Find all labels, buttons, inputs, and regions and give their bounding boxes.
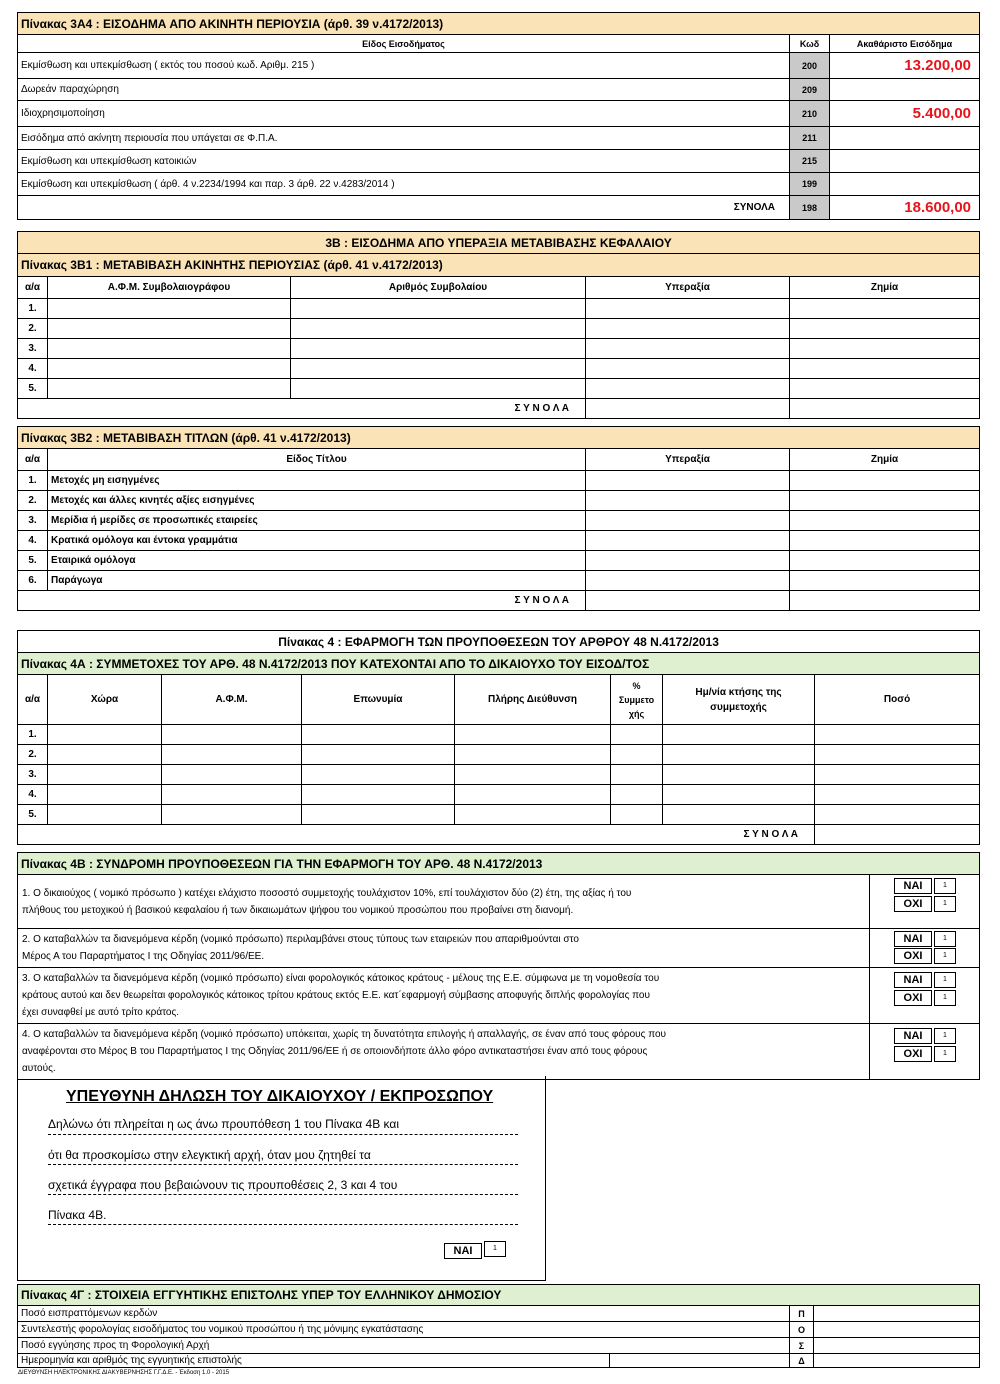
totals-value[interactable]: 18.600,00 bbox=[830, 196, 980, 220]
condition-row bbox=[18, 968, 980, 1024]
yes-option[interactable]: ΝΑΙ bbox=[894, 1028, 932, 1044]
security-label: Μετοχές και άλλες κινητές αξίες εισηγμένες bbox=[48, 491, 586, 511]
table-row bbox=[18, 531, 980, 551]
table-3b-title: 3Β : ΕΙΣΟΔΗΜΑ ΑΠΟ ΥΠΕΡΑΞΙΑ ΜΕΤΑΒΙΒΑΣΗΣ ΚΕΦΑΛΑΙΟΥ bbox=[18, 232, 980, 254]
no-checkbox[interactable]: 1 bbox=[934, 948, 956, 964]
notary-afm-cell[interactable] bbox=[48, 319, 291, 339]
condition-row bbox=[18, 1024, 980, 1080]
declaration-line: Δηλώνω ότι πληρείται η ως άνω προυπόθεση 1 του Πίνακα 4Β και bbox=[48, 1106, 518, 1135]
pct-cell[interactable] bbox=[611, 785, 663, 805]
condition-text: 2. Ο καταβαλλών τα διανεμόμενα κέρδη (νομικό πρόσωπο) περιλαμβάνει στους τύπους των εταιρειών που απαριθμούνται στο Μέρος Α του Παραρτήματος Ι της Οδηγίας 2011/96/ΕΕ. bbox=[18, 929, 870, 968]
loss-cell[interactable] bbox=[790, 471, 980, 491]
country-cell[interactable] bbox=[48, 765, 162, 785]
condition-row bbox=[18, 875, 980, 929]
country-cell[interactable] bbox=[48, 745, 162, 765]
totals-code: 198 bbox=[790, 196, 830, 220]
no-option[interactable]: ΟΧΙ bbox=[894, 1046, 932, 1062]
table-row bbox=[18, 765, 980, 785]
table-row bbox=[18, 53, 980, 79]
totals-label: Σ Υ Ν Ο Λ Α bbox=[18, 825, 815, 845]
notary-afm-cell[interactable] bbox=[48, 379, 291, 399]
amount-cell[interactable] bbox=[815, 725, 980, 745]
guarantee-value[interactable] bbox=[814, 1338, 980, 1354]
no-checkbox[interactable]: 1 bbox=[934, 1046, 956, 1062]
amount-cell[interactable] bbox=[815, 745, 980, 765]
col-gain: Υπεραξία bbox=[586, 277, 790, 299]
gain-cell[interactable] bbox=[586, 379, 790, 399]
row-number: 5. bbox=[18, 805, 48, 825]
condition-text: 3. Ο καταβαλλών τα διανεμόμενα κέρδη (νομικό πρόσωπο) είναι φορολογικός κάτοικος κράτους - μέλους της Ε.Ε. σύμφωνα με τη νομοθεσία του κράτους αυτού και δεν θεωρείται φορολογικός κάτοικος τρίτου κράτους εκτός Ε.Ε. κατ΄εφαρμογή σύμβασης αποφυγής διπλής φορολογίας που έχει συναφθεί με αυτό τρίτο κράτος. bbox=[18, 968, 870, 1024]
income-code: 210 bbox=[790, 101, 830, 127]
security-label: Παράγωγα bbox=[48, 571, 586, 591]
col-contract-number: Αριθμός Συμβολαίου bbox=[291, 277, 586, 299]
income-value[interactable]: 13.200,00 bbox=[830, 53, 980, 79]
row-number: 2. bbox=[18, 491, 48, 511]
declaration-title: ΥΠΕΥΘΥΝΗ ΔΗΛΩΣΗ ΤΟΥ ΔΙΚΑΙΟΥΧΟΥ / ΕΚΠΡΟΣΩΠΟΥ bbox=[66, 1088, 494, 1105]
row-number: 4. bbox=[18, 531, 48, 551]
table-row bbox=[18, 725, 980, 745]
row-number: 5. bbox=[18, 551, 48, 571]
table-4b bbox=[17, 852, 980, 1080]
table-row bbox=[18, 1338, 980, 1354]
yes-option[interactable]: ΝΑΙ bbox=[894, 931, 932, 947]
condition-answer bbox=[870, 929, 980, 968]
no-option[interactable]: ΟΧΙ bbox=[894, 948, 932, 964]
col-acquisition-date: Ημ/νία κτήσης της συμμετοχής bbox=[663, 675, 815, 725]
afm-cell[interactable] bbox=[162, 805, 302, 825]
table-4c-title: Πίνακας 4Γ : ΣΤΟΙΧΕΙΑ ΕΓΓΥΗΤΙΚΗΣ ΕΠΙΣΤΟΛΗΣ ΥΠΕΡ ΤΟΥ ΕΛΛΗΝΙΚΟΥ ΔΗΜΟΣΙΟΥ bbox=[18, 1285, 980, 1306]
row-number: 3. bbox=[18, 765, 48, 785]
country-cell[interactable] bbox=[48, 725, 162, 745]
col-aa: α/α bbox=[18, 277, 48, 299]
security-label: Κρατικά ομόλογα και έντοκα γραμμάτια bbox=[48, 531, 586, 551]
row-number: 3. bbox=[18, 339, 48, 359]
table-row bbox=[18, 127, 980, 150]
afm-cell[interactable] bbox=[162, 725, 302, 745]
col-loss: Ζημία bbox=[790, 277, 980, 299]
pct-cell[interactable] bbox=[611, 765, 663, 785]
condition-text: 1. Ο δικαιούχος ( νομικό πρόσωπο ) κατέχει ελάχιστο ποσοστό συμμετοχής τουλάχιστον 10%, επί τουλάχιστον δύο (2) έτη, της αξίας ή του πλήθους του μετοχικού ή βασικού κεφαλαίου ή των δικαιωμάτων ψήφου του νομικού προσώπου που προβαίνει στη διανομή. bbox=[18, 875, 870, 929]
table-3a4-title: Πίνακας 3Α4 : ΕΙΣΟΔΗΜΑ ΑΠΟ ΑΚΙΝΗΤΗ ΠΕΡΙΟΥΣΙΑ (άρθ. 39 ν.4172/2013) bbox=[18, 13, 980, 35]
row-number: 4. bbox=[18, 785, 48, 805]
no-option[interactable]: ΟΧΙ bbox=[894, 990, 932, 1006]
income-value[interactable] bbox=[830, 150, 980, 173]
table-4a bbox=[17, 630, 980, 845]
total-amount-cell[interactable] bbox=[815, 825, 980, 845]
table-row bbox=[18, 491, 980, 511]
total-gain-cell[interactable] bbox=[586, 591, 790, 611]
table-row bbox=[18, 471, 980, 491]
row-number: 1. bbox=[18, 299, 48, 319]
table-row bbox=[18, 379, 980, 399]
amount-cell[interactable] bbox=[815, 765, 980, 785]
yes-option[interactable]: ΝΑΙ bbox=[894, 878, 932, 894]
total-gain-cell[interactable] bbox=[586, 399, 790, 419]
pct-cell[interactable] bbox=[611, 805, 663, 825]
guarantee-code: Ο bbox=[790, 1322, 814, 1338]
loss-cell[interactable] bbox=[790, 319, 980, 339]
table-3a4 bbox=[17, 12, 980, 220]
guarantee-value[interactable] bbox=[814, 1322, 980, 1338]
declaration-line: σχετικά έγγραφα που βεβαιώνουν τις προυποθέσεις 2, 3 και 4 του bbox=[48, 1165, 518, 1195]
gain-cell[interactable] bbox=[586, 511, 790, 531]
date-cell[interactable] bbox=[663, 725, 815, 745]
col-loss: Ζημία bbox=[790, 449, 980, 471]
declaration-line: ότι θα προσκομίσω στην ελεγκτική αρχή, όταν μου ζητηθεί τα bbox=[48, 1135, 518, 1165]
guarantee-label: Ημερομηνία και αριθμός της εγγυητικής επιστολής bbox=[18, 1354, 610, 1368]
loss-cell[interactable] bbox=[790, 571, 980, 591]
condition-answer bbox=[870, 875, 980, 929]
contract-cell[interactable] bbox=[291, 339, 586, 359]
yes-checkbox[interactable]: 1 bbox=[934, 931, 956, 947]
name-cell[interactable] bbox=[302, 805, 455, 825]
guarantee-date-cell[interactable] bbox=[610, 1354, 790, 1368]
income-code: 200 bbox=[790, 53, 830, 79]
gain-cell[interactable] bbox=[586, 471, 790, 491]
income-value[interactable] bbox=[830, 79, 980, 101]
name-cell[interactable] bbox=[302, 765, 455, 785]
declaration-box bbox=[17, 1076, 546, 1281]
loss-cell[interactable] bbox=[790, 339, 980, 359]
country-cell[interactable] bbox=[48, 805, 162, 825]
loss-cell[interactable] bbox=[790, 359, 980, 379]
income-code: 209 bbox=[790, 79, 830, 101]
name-cell[interactable] bbox=[302, 745, 455, 765]
income-code: 211 bbox=[790, 127, 830, 150]
income-label: Εισόδημα από ακίνητη περιουσία που υπάγεται σε Φ.Π.Α. bbox=[18, 127, 790, 150]
notary-afm-cell[interactable] bbox=[48, 359, 291, 379]
col-country: Χώρα bbox=[48, 675, 162, 725]
address-cell[interactable] bbox=[455, 805, 611, 825]
notary-afm-cell[interactable] bbox=[48, 339, 291, 359]
col-gross-income: Ακαθάριστο Εισόδημα bbox=[830, 35, 980, 53]
yes-checkbox[interactable]: 1 bbox=[934, 1028, 956, 1044]
col-income-type: Είδος Εισοδήματος bbox=[18, 35, 790, 53]
loss-cell[interactable] bbox=[790, 531, 980, 551]
table-row bbox=[18, 745, 980, 765]
pct-cell[interactable] bbox=[611, 725, 663, 745]
loss-cell[interactable] bbox=[790, 379, 980, 399]
condition-text: 4. Ο καταβαλλών τα διανεμόμενα κέρδη (νομικό πρόσωπο) υπόκειται, χωρίς τη δυνατότητα επιλογής ή απαλλαγής, σε έναν από τους φόρους που αναφέρονται στο Μέρος Β του Παραρτήματος Ι της Οδηγίας 2011/96/ΕΕ ή σε οποιονδήποτε άλλο φόρο αντικαταστήσει έναν από τους φόρους αυτούς. bbox=[18, 1024, 870, 1080]
row-number: 1. bbox=[18, 725, 48, 745]
table-row bbox=[18, 150, 980, 173]
afm-cell[interactable] bbox=[162, 745, 302, 765]
row-number: 5. bbox=[18, 379, 48, 399]
col-amount: Ποσό bbox=[815, 675, 980, 725]
table-row bbox=[18, 79, 980, 101]
income-label: Εκμίσθωση και υπεκμίσθωση ( εκτός του ποσού κωδ. Αριθμ. 215 ) bbox=[18, 53, 790, 79]
totals-label: Σ Υ Ν Ο Λ Α bbox=[18, 399, 586, 419]
date-cell[interactable] bbox=[663, 765, 815, 785]
table-row bbox=[18, 1354, 980, 1368]
contract-cell[interactable] bbox=[291, 319, 586, 339]
col-aa: α/α bbox=[18, 449, 48, 471]
yes-checkbox[interactable]: 1 bbox=[934, 878, 956, 894]
afm-cell[interactable] bbox=[162, 765, 302, 785]
notary-afm-cell[interactable] bbox=[48, 299, 291, 319]
date-cell[interactable] bbox=[663, 785, 815, 805]
table-4b-title: Πίνακας 4Β : ΣΥΝΔΡΟΜΗ ΠΡΟΥΠΟΘΕΣΕΩΝ ΓΙΑ ΤΗΝ ΕΦΑΡΜΟΓΗ ΤΟΥ ΑΡΘ. 48 Ν.4172/2013 bbox=[18, 853, 980, 875]
amount-cell[interactable] bbox=[815, 805, 980, 825]
table-row bbox=[18, 101, 980, 127]
col-security-type: Είδος Τίτλου bbox=[48, 449, 586, 471]
security-label: Εταιρικά ομόλογα bbox=[48, 551, 586, 571]
address-cell[interactable] bbox=[455, 745, 611, 765]
income-code: 199 bbox=[790, 173, 830, 196]
col-participation-pct: % Συμμετο χής bbox=[611, 675, 663, 725]
table-row bbox=[18, 359, 980, 379]
country-cell[interactable] bbox=[48, 785, 162, 805]
gain-cell[interactable] bbox=[586, 319, 790, 339]
gain-cell[interactable] bbox=[586, 359, 790, 379]
address-cell[interactable] bbox=[455, 725, 611, 745]
security-label: Μετοχές μη εισηγμένες bbox=[48, 471, 586, 491]
pct-cell[interactable] bbox=[611, 745, 663, 765]
yes-checkbox[interactable]: 1 bbox=[934, 972, 956, 988]
contract-cell[interactable] bbox=[291, 379, 586, 399]
guarantee-label: Ποσό εγγύησης προς τη Φορολογική Αρχή bbox=[18, 1338, 790, 1354]
afm-cell[interactable] bbox=[162, 785, 302, 805]
date-cell[interactable] bbox=[663, 745, 815, 765]
contract-cell[interactable] bbox=[291, 299, 586, 319]
yes-option[interactable]: ΝΑΙ bbox=[894, 972, 932, 988]
amount-cell[interactable] bbox=[815, 785, 980, 805]
loss-cell[interactable] bbox=[790, 551, 980, 571]
table-row bbox=[18, 785, 980, 805]
declaration-line: Πίνακα 4Β. bbox=[48, 1195, 518, 1225]
row-number: 3. bbox=[18, 511, 48, 531]
row-number: 4. bbox=[18, 359, 48, 379]
table-row bbox=[18, 571, 980, 591]
gain-cell[interactable] bbox=[586, 339, 790, 359]
table-3b1 bbox=[17, 231, 980, 419]
income-value[interactable] bbox=[830, 127, 980, 150]
col-code: Κωδ bbox=[790, 35, 830, 53]
condition-row bbox=[18, 929, 980, 968]
guarantee-code: Σ bbox=[790, 1338, 814, 1354]
footer-text: ΔΙΕΥΘΥΝΣΗ ΗΛΕΚΤΡΟΝΙΚΗΣ ΔΙΑΚΥΒΕΡΝΗΣΗΣ Γ.Γ.Δ.Ε. - Έκδοση 1.0 - 2015 bbox=[18, 1370, 230, 1376]
table-4-title: Πίνακας 4 : ΕΦΑΡΜΟΓΗ ΤΩΝ ΠΡΟΥΠΟΘΕΣΕΩΝ ΤΟΥ ΑΡΘΡΟΥ 48 Ν.4172/2013 bbox=[18, 631, 980, 653]
income-value[interactable] bbox=[830, 173, 980, 196]
row-number: 1. bbox=[18, 471, 48, 491]
no-checkbox[interactable]: 1 bbox=[934, 896, 956, 912]
name-cell[interactable] bbox=[302, 785, 455, 805]
total-loss-cell[interactable] bbox=[790, 591, 980, 611]
total-loss-cell[interactable] bbox=[790, 399, 980, 419]
security-label: Μερίδια ή μερίδες σε προσωπικές εταιρείες bbox=[48, 511, 586, 531]
table-row bbox=[18, 551, 980, 571]
income-label: Ιδιοχρησιμοποίηση bbox=[18, 101, 790, 127]
loss-cell[interactable] bbox=[790, 511, 980, 531]
table-row bbox=[18, 1322, 980, 1338]
guarantee-value[interactable] bbox=[814, 1306, 980, 1322]
no-option[interactable]: ΟΧΙ bbox=[894, 896, 932, 912]
name-cell[interactable] bbox=[302, 725, 455, 745]
col-address: Πλήρης Διεύθυνση bbox=[455, 675, 611, 725]
row-number: 6. bbox=[18, 571, 48, 591]
col-afm: Α.Φ.Μ. bbox=[162, 675, 302, 725]
income-label: Δωρεάν παραχώρηση bbox=[18, 79, 790, 101]
totals-label: ΣΥΝΟΛΑ bbox=[18, 196, 790, 220]
col-aa: α/α bbox=[18, 675, 48, 725]
table-row bbox=[18, 1306, 980, 1322]
address-cell[interactable] bbox=[455, 765, 611, 785]
guarantee-label: Ποσό εισπραττόμενων κερδών bbox=[18, 1306, 790, 1322]
row-number: 2. bbox=[18, 319, 48, 339]
table-3b2 bbox=[17, 426, 980, 611]
gain-cell[interactable] bbox=[586, 551, 790, 571]
declaration-yes-checkbox[interactable]: 1 bbox=[484, 1241, 506, 1257]
table-row bbox=[18, 319, 980, 339]
declaration-yes-option[interactable]: ΝΑΙ bbox=[444, 1243, 482, 1259]
address-cell[interactable] bbox=[455, 785, 611, 805]
table-row bbox=[18, 339, 980, 359]
condition-answer bbox=[870, 968, 980, 1024]
guarantee-label: Συντελεστής φορολογίας εισοδήματος του νομικού προσώπου ή της μόνιμης εγκατάστασης bbox=[18, 1322, 790, 1338]
gain-cell[interactable] bbox=[586, 299, 790, 319]
col-gain: Υπεραξία bbox=[586, 449, 790, 471]
guarantee-value[interactable] bbox=[814, 1354, 980, 1368]
col-name: Επωνυμία bbox=[302, 675, 455, 725]
gain-cell[interactable] bbox=[586, 491, 790, 511]
guarantee-code: Π bbox=[790, 1306, 814, 1322]
loss-cell[interactable] bbox=[790, 299, 980, 319]
table-3b1-title: Πίνακας 3Β1 : ΜΕΤΑΒΙΒΑΣΗ ΑΚΙΝΗΤΗΣ ΠΕΡΙΟΥΣΙΑΣ (άρθ. 41 ν.4172/2013) bbox=[18, 254, 980, 277]
contract-cell[interactable] bbox=[291, 359, 586, 379]
loss-cell[interactable] bbox=[790, 491, 980, 511]
guarantee-code: Δ bbox=[790, 1354, 814, 1368]
table-4c bbox=[17, 1284, 980, 1368]
table-row bbox=[18, 805, 980, 825]
date-cell[interactable] bbox=[663, 805, 815, 825]
income-label: Εκμίσθωση και υπεκμίσθωση κατοικιών bbox=[18, 150, 790, 173]
table-4a-title: Πίνακας 4Α : ΣΥΜΜΕΤΟΧΕΣ ΤΟΥ ΑΡΘ. 48 Ν.4172/2013 ΠΟΥ ΚΑΤΕΧΟΝΤΑΙ ΑΠΟ ΤΟ ΔΙΚΑΙΟΥΧΟ ΤΟΥ ΕΙΣΟΔ/ΤΟΣ bbox=[18, 653, 980, 675]
income-value[interactable]: 5.400,00 bbox=[830, 101, 980, 127]
condition-answer bbox=[870, 1024, 980, 1080]
table-row bbox=[18, 511, 980, 531]
col-notary-afm: Α.Φ.Μ. Συμβολαιογράφου bbox=[48, 277, 291, 299]
income-label: Εκμίσθωση και υπεκμίσθωση ( άρθ. 4 ν.2234/1994 και παρ. 3 άρθ. 22 ν.4283/2014 ) bbox=[18, 173, 790, 196]
no-checkbox[interactable]: 1 bbox=[934, 990, 956, 1006]
gain-cell[interactable] bbox=[586, 571, 790, 591]
totals-label: Σ Υ Ν Ο Λ Α bbox=[18, 591, 586, 611]
gain-cell[interactable] bbox=[586, 531, 790, 551]
table-3b2-title: Πίνακας 3Β2 : ΜΕΤΑΒΙΒΑΣΗ ΤΙΤΛΩΝ (άρθ. 41 ν.4172/2013) bbox=[18, 427, 980, 449]
table-row bbox=[18, 173, 980, 196]
income-code: 215 bbox=[790, 150, 830, 173]
row-number: 2. bbox=[18, 745, 48, 765]
table-row bbox=[18, 299, 980, 319]
